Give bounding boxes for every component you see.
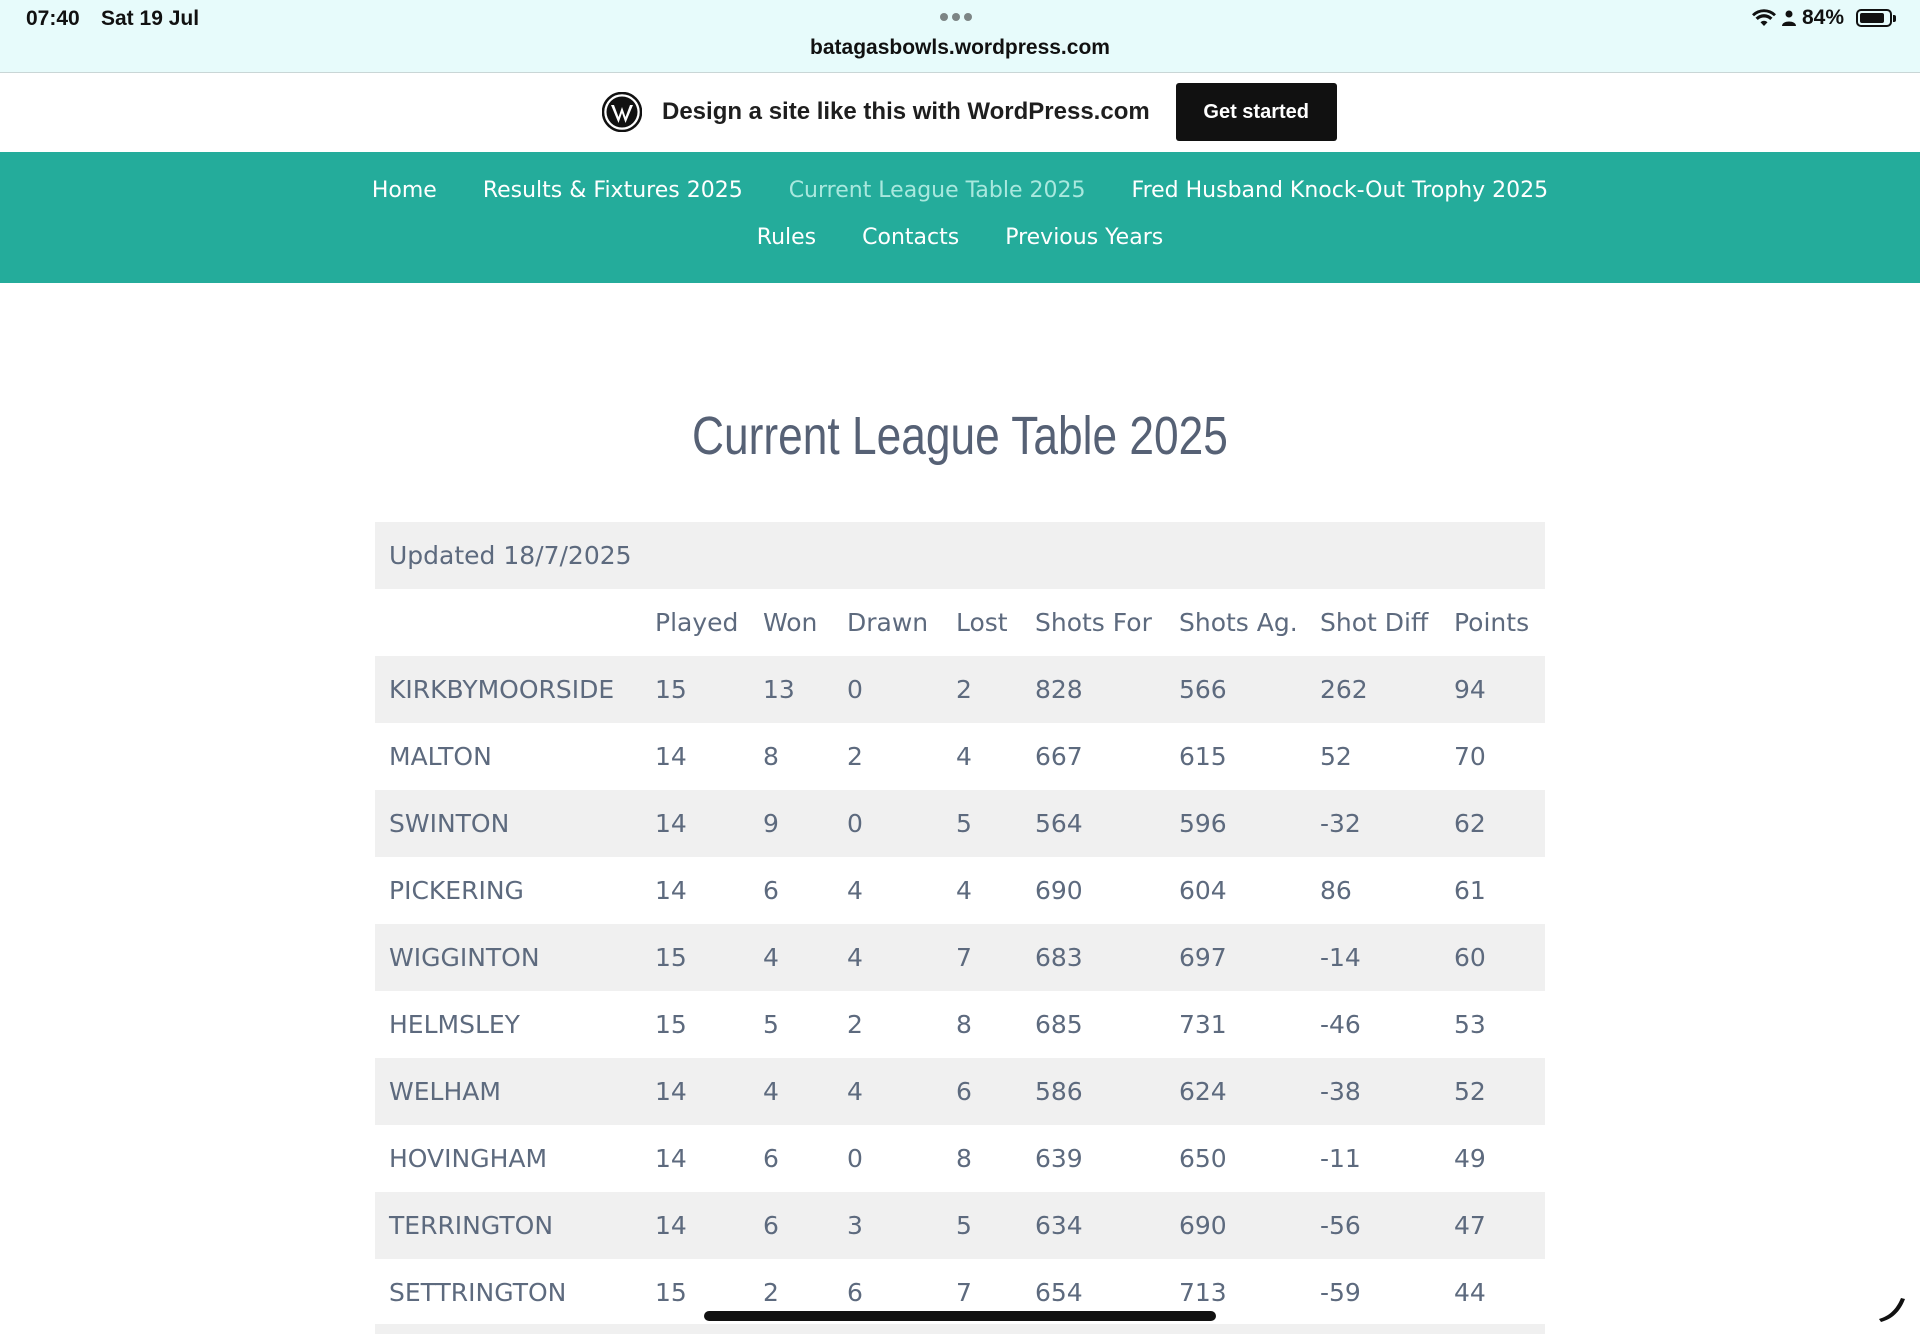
table-row [375,790,1545,857]
cell-points: 44 [1454,1278,1486,1307]
cell-lost: 8 [956,1010,972,1039]
status-bar [0,0,1920,73]
wordpress-logo-icon[interactable] [602,92,642,132]
banner-text: Design a site like this with WordPress.com [662,98,1150,125]
cell-shots-against: 713 [1179,1278,1227,1307]
address-url[interactable]: batagasbowls.wordpress.com [810,36,1110,59]
cell-played: 14 [655,742,687,771]
header-points: Points [1454,608,1530,637]
cell-won: 13 [763,675,795,704]
cell-shot-diff: -32 [1320,809,1361,838]
cell-drawn: 2 [847,1010,863,1039]
cell-drawn: 6 [847,1278,863,1307]
cell-lost: 6 [956,1077,972,1106]
cell-team: WELHAM [389,1077,501,1106]
cell-played: 15 [655,943,687,972]
cell-played: 14 [655,1211,687,1240]
cell-played: 15 [655,675,687,704]
header-played: Played [655,608,739,637]
header-lost: Lost [956,608,1008,637]
cell-team: SETTRINGTON [389,1278,567,1307]
battery-icon [1856,9,1892,27]
cell-team: HOVINGHAM [389,1144,548,1173]
table-row [375,1192,1545,1259]
cell-drawn: 0 [847,809,863,838]
cell-points: 94 [1454,675,1486,704]
nav-knockout-trophy[interactable]: Fred Husband Knock-Out Trophy 2025 [1131,178,1549,203]
cell-shots-against: 566 [1179,675,1227,704]
phone-handset-icon[interactable] [1878,1296,1908,1324]
table-row [375,723,1545,790]
header-won: Won [763,608,818,637]
cell-won: 9 [763,809,779,838]
cell-team: PICKERING [389,876,524,905]
nav-home[interactable]: Home [371,178,437,203]
cell-team: KIRKBYMOORSIDE [389,675,615,704]
table-row [375,857,1545,924]
nav-results-fixtures[interactable]: Results & Fixtures 2025 [482,178,743,203]
cell-won: 6 [763,1144,779,1173]
table-updated-row [375,522,1545,589]
cell-won: 6 [763,876,779,905]
cell-shots-against: 596 [1179,809,1227,838]
cell-lost: 5 [956,809,972,838]
get-started-button[interactable]: Get started [1176,83,1337,141]
cell-team: MALTON [389,742,492,771]
nav-previous-years[interactable]: Previous Years [1005,225,1164,250]
cell-drawn: 4 [847,1077,863,1106]
cell-points: 47 [1454,1211,1486,1240]
cell-shot-diff: -46 [1320,1010,1361,1039]
main-navigation [0,152,1920,283]
header-drawn: Drawn [847,608,929,637]
cell-shot-diff: 262 [1320,675,1368,704]
cell-points: 53 [1454,1010,1486,1039]
cell-drawn: 3 [847,1211,863,1240]
cell-shots-for: 690 [1035,876,1083,905]
cell-lost: 7 [956,1278,972,1307]
cell-played: 14 [655,1077,687,1106]
cell-shot-diff: -14 [1320,943,1361,972]
cell-shots-for: 683 [1035,943,1083,972]
cell-won: 6 [763,1211,779,1240]
cell-team: WIGGINTON [389,943,540,972]
cell-points: 49 [1454,1144,1486,1173]
cell-won: 4 [763,943,779,972]
cell-shot-diff: -11 [1320,1144,1361,1173]
table-header-row [375,589,1545,656]
cell-played: 14 [655,876,687,905]
cell-shots-against: 604 [1179,876,1227,905]
cell-won: 5 [763,1010,779,1039]
person-icon [1782,10,1796,26]
cell-shots-for: 828 [1035,675,1083,704]
table-row [375,924,1545,991]
cell-shots-for: 639 [1035,1144,1083,1173]
cell-shot-diff: 86 [1320,876,1352,905]
table-row [375,991,1545,1058]
cell-lost: 8 [956,1144,972,1173]
page-title: Current League Table 2025 [692,406,1228,466]
cell-won: 2 [763,1278,779,1307]
cell-drawn: 4 [847,876,863,905]
table-next-row-edge [375,1324,1545,1334]
wifi-icon [1752,9,1776,27]
cell-shot-diff: 52 [1320,742,1352,771]
cell-lost: 4 [956,742,972,771]
league-table [375,522,1545,1326]
header-shots-for: Shots For [1035,608,1152,637]
cell-played: 14 [655,809,687,838]
cell-points: 62 [1454,809,1486,838]
cell-lost: 5 [956,1211,972,1240]
cell-drawn: 2 [847,742,863,771]
cell-lost: 7 [956,943,972,972]
cell-shot-diff: -56 [1320,1211,1361,1240]
cell-shots-against: 624 [1179,1077,1227,1106]
cell-drawn: 4 [847,943,863,972]
cell-shots-against: 690 [1179,1211,1227,1240]
cell-shot-diff: -38 [1320,1077,1361,1106]
cell-shot-diff: -59 [1320,1278,1361,1307]
cell-shots-for: 667 [1035,742,1083,771]
cell-shots-for: 564 [1035,809,1083,838]
cell-shots-against: 650 [1179,1144,1227,1173]
cell-shots-for: 634 [1035,1211,1083,1240]
cell-team: SWINTON [389,809,510,838]
cell-shots-for: 685 [1035,1010,1083,1039]
cell-team: TERRINGTON [389,1211,554,1240]
battery-percent: 84% [1801,6,1844,29]
nav-rules[interactable]: Rules [756,225,817,250]
header-shots-against: Shots Ag. [1179,608,1298,637]
cell-drawn: 0 [847,1144,863,1173]
table-row [375,1125,1545,1192]
status-time: 07:40 [26,7,80,30]
cell-lost: 2 [956,675,972,704]
status-icons [1752,6,1892,30]
cell-lost: 4 [956,876,972,905]
cell-played: 15 [655,1010,687,1039]
cell-played: 15 [655,1278,687,1307]
updated-note: Updated 18/7/2025 [389,541,632,570]
wordpress-banner [0,73,1920,152]
cell-shots-against: 615 [1179,742,1227,771]
home-indicator[interactable] [704,1311,1216,1321]
more-dots-icon[interactable] [940,13,972,21]
header-shot-diff: Shot Diff [1320,608,1429,637]
table-row [375,1058,1545,1125]
cell-points: 60 [1454,943,1486,972]
nav-contacts[interactable]: Contacts [862,225,960,250]
cell-drawn: 0 [847,675,863,704]
cell-won: 8 [763,742,779,771]
cell-shots-for: 654 [1035,1278,1083,1307]
cell-shots-for: 586 [1035,1077,1083,1106]
cell-shots-against: 697 [1179,943,1227,972]
cell-team: HELMSLEY [389,1010,520,1039]
nav-current-league-table[interactable]: Current League Table 2025 [788,178,1086,203]
cell-played: 14 [655,1144,687,1173]
cell-points: 61 [1454,876,1486,905]
cell-points: 52 [1454,1077,1486,1106]
status-date: Sat 19 Jul [101,7,200,30]
cell-shots-against: 731 [1179,1010,1227,1039]
cell-points: 70 [1454,742,1486,771]
table-row [375,656,1545,723]
cell-won: 4 [763,1077,779,1106]
